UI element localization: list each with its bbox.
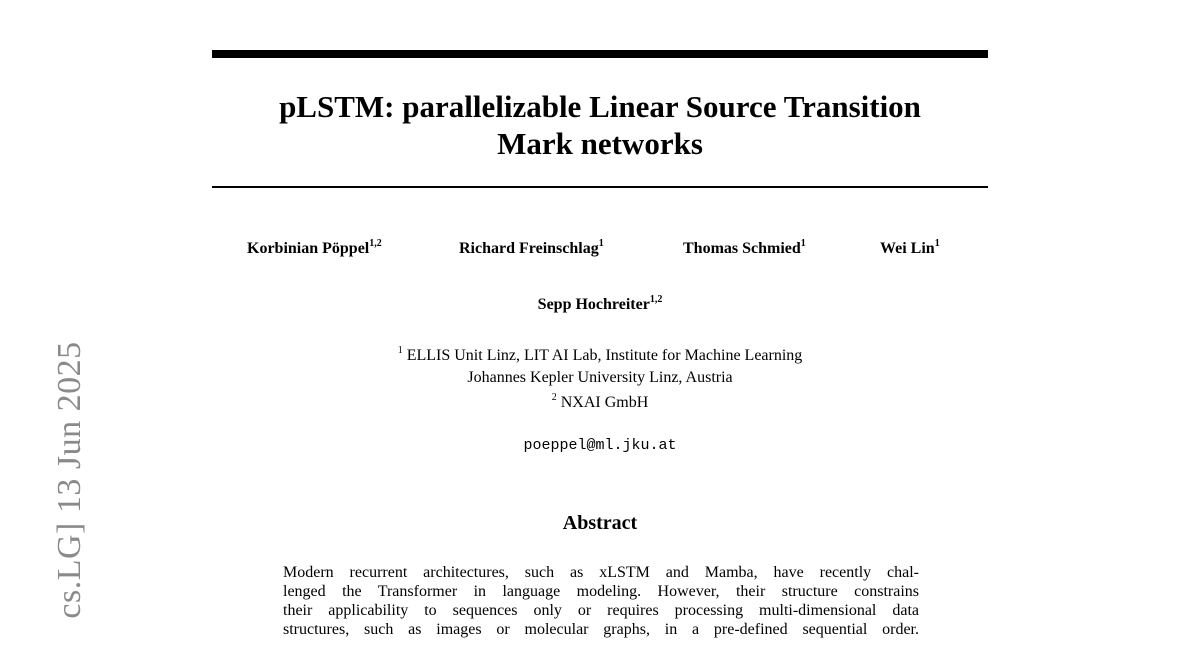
author-affiliation-mark: 1 bbox=[934, 238, 940, 249]
author-affiliation-mark: 1,2 bbox=[369, 238, 382, 249]
abstract-line: lenged the Transformer in language modeling. However, their structure constrains bbox=[283, 583, 919, 600]
author-sepp-hochreiter bbox=[212, 296, 988, 314]
author-name: Wei Lin bbox=[880, 240, 935, 257]
author-wei-lin bbox=[880, 240, 940, 258]
title-line-2: Mark networks bbox=[497, 126, 703, 161]
author-name: Richard Freinschlag bbox=[459, 240, 599, 257]
affiliation-2 bbox=[212, 392, 988, 414]
abstract-line: their applicability to sequences only or requires processing multi-dimensional data bbox=[283, 602, 919, 619]
title-bottom-rule bbox=[212, 186, 988, 188]
affiliation-mark: 1 bbox=[397, 345, 403, 356]
author-name: Thomas Schmied bbox=[683, 240, 801, 257]
author-name: Korbinian Pöppel bbox=[247, 240, 370, 257]
author-list bbox=[212, 240, 988, 264]
abstract-heading: Abstract bbox=[562, 512, 638, 534]
paper-title bbox=[212, 88, 988, 162]
author-thomas-schmied bbox=[683, 240, 806, 258]
arxiv-side-stamp: cs.LG] 13 Jun 2025 bbox=[51, 341, 88, 619]
affiliation-2-line-1: NXAI GmbH bbox=[560, 394, 649, 411]
contact-email: poeppel@ml.jku.at bbox=[523, 437, 677, 454]
affiliation-mark: 2 bbox=[551, 392, 557, 403]
abstract-line: Modern recurrent architectures, such as xLSTM and Mamba, have recently chal- bbox=[283, 564, 919, 581]
author-richard-freinschlag bbox=[459, 240, 604, 258]
affiliation-1 bbox=[212, 345, 988, 389]
abstract-line: structures, such as images or molecular graphs, in a pre-defined sequential order. bbox=[283, 621, 919, 638]
author-affiliation-mark: 1 bbox=[598, 238, 604, 249]
author-affiliation-mark: 1 bbox=[800, 238, 806, 249]
title-line-1: pLSTM: parallelizable Linear Source Transition bbox=[279, 89, 921, 124]
affiliation-1-line-1: ELLIS Unit Linz, LIT AI Lab, Institute for Machine Learning bbox=[406, 347, 803, 364]
author-name: Sepp Hochreiter bbox=[537, 296, 650, 313]
title-top-rule bbox=[212, 50, 988, 58]
abstract-body bbox=[283, 563, 919, 639]
author-affiliation-mark: 1,2 bbox=[649, 294, 663, 305]
affiliation-1-line-2: Johannes Kepler University Linz, Austria bbox=[467, 369, 733, 386]
author-korbinian-poppel bbox=[247, 240, 382, 258]
